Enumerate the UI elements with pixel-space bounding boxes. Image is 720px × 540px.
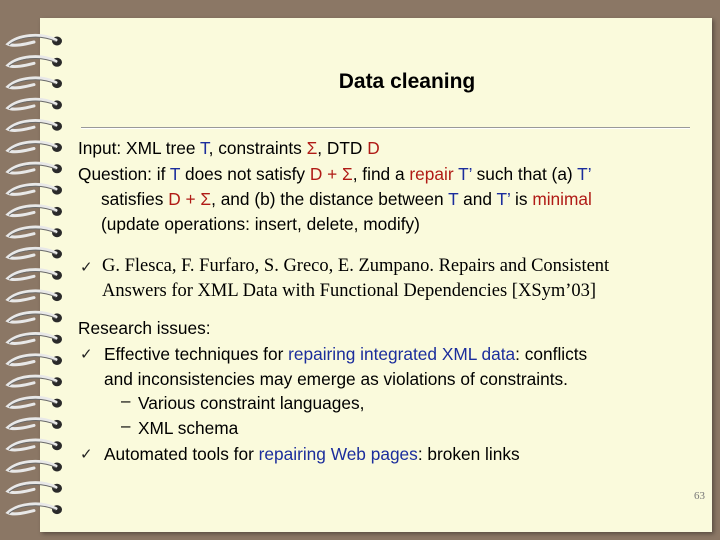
- slide: [40, 18, 712, 532]
- q2-dsigma: D + Σ: [168, 189, 212, 209]
- research-bullet-1-line-2: and inconsistencies may emerge as violations of constraints.: [104, 369, 568, 389]
- binding-ring: [8, 419, 62, 429]
- sub-item-2: XML schema: [138, 418, 239, 438]
- page-number: 63: [694, 490, 705, 502]
- question-line-1: [78, 163, 592, 185]
- binding-ring: [8, 99, 62, 109]
- reference-line-1: G. Flesca, F. Furfaro, S. Greco, E. Zumpano. Repairs and Consistent: [102, 256, 610, 276]
- binding-ring: [8, 163, 62, 173]
- rb2a: Automated tools for: [104, 444, 259, 464]
- q1a: Question: if: [78, 164, 170, 184]
- input-d: D: [367, 138, 380, 158]
- check-icon: ✓: [80, 345, 93, 363]
- question-line-3: (update operations: insert, delete, modify): [101, 214, 420, 234]
- check-icon: ✓: [80, 258, 93, 276]
- rb1a: Effective techniques for: [104, 344, 289, 364]
- q1c: , find a: [352, 164, 410, 184]
- input-sigma: Σ: [306, 138, 318, 158]
- research-heading: Research issues:: [78, 318, 211, 338]
- binding-ring: [8, 440, 62, 450]
- reference-line-2: Answers for XML Data with Functional Dependencies [XSym’03]: [102, 281, 597, 301]
- binding-ring: [8, 461, 62, 471]
- input-line: [78, 137, 380, 159]
- input-sep1: , constraints: [208, 138, 307, 158]
- binding-ring: [8, 78, 62, 88]
- binding-ring: [8, 248, 62, 258]
- q1d: such that (a): [471, 164, 578, 184]
- q1-repair: repair: [409, 164, 454, 184]
- q1-dsigma: D + Σ: [309, 164, 353, 184]
- binding-ring: [8, 355, 62, 365]
- q2b: , and (b) the distance between: [211, 189, 449, 209]
- dash-icon: –: [121, 391, 131, 410]
- binding-ring: [8, 142, 62, 152]
- input-label: Input: XML tree: [78, 138, 200, 158]
- binding-ring: [8, 397, 62, 407]
- spiral-binding: [0, 0, 80, 540]
- input-sep2: , DTD: [317, 138, 368, 158]
- q1-tprime: T’: [453, 164, 472, 184]
- research-bullet-2: [104, 443, 520, 465]
- rb1b: : conflicts: [515, 344, 588, 364]
- rb2-blue: repairing Web pages: [258, 444, 418, 464]
- q1-tprime2: T’: [577, 164, 592, 184]
- binding-ring: [8, 184, 62, 194]
- research-bullet-1: [104, 343, 587, 365]
- rb2b: : broken links: [417, 444, 520, 464]
- binding-ring: [8, 206, 62, 216]
- q2d: is: [510, 189, 533, 209]
- binding-ring: [8, 35, 62, 45]
- binding-ring: [8, 504, 62, 514]
- dash-icon: –: [121, 416, 131, 435]
- binding-ring: [8, 483, 62, 493]
- title-divider: [81, 127, 690, 129]
- q2-t: T: [448, 189, 459, 209]
- input-t: T: [200, 138, 209, 158]
- rb1-blue: repairing integrated XML data: [288, 344, 516, 364]
- binding-ring: [8, 270, 62, 280]
- q2c: and: [458, 189, 497, 209]
- binding-ring: [8, 376, 62, 386]
- q2-tprime: T’: [496, 189, 511, 209]
- binding-ring: [8, 57, 62, 67]
- binding-ring: [8, 291, 62, 301]
- question-line-2: [101, 188, 592, 210]
- q2-minimal: minimal: [532, 189, 592, 209]
- binding-ring: [8, 312, 62, 322]
- binding-ring: [8, 227, 62, 237]
- q1-t: T: [169, 164, 181, 184]
- binding-ring: [8, 334, 62, 344]
- sub-item-1: Various constraint languages,: [138, 393, 365, 413]
- check-icon: ✓: [80, 445, 93, 463]
- slide-title: Data cleaning: [338, 70, 476, 93]
- binding-ring: [8, 121, 62, 131]
- q2a: satisfies: [101, 189, 169, 209]
- q1b: does not satisfy: [180, 164, 310, 184]
